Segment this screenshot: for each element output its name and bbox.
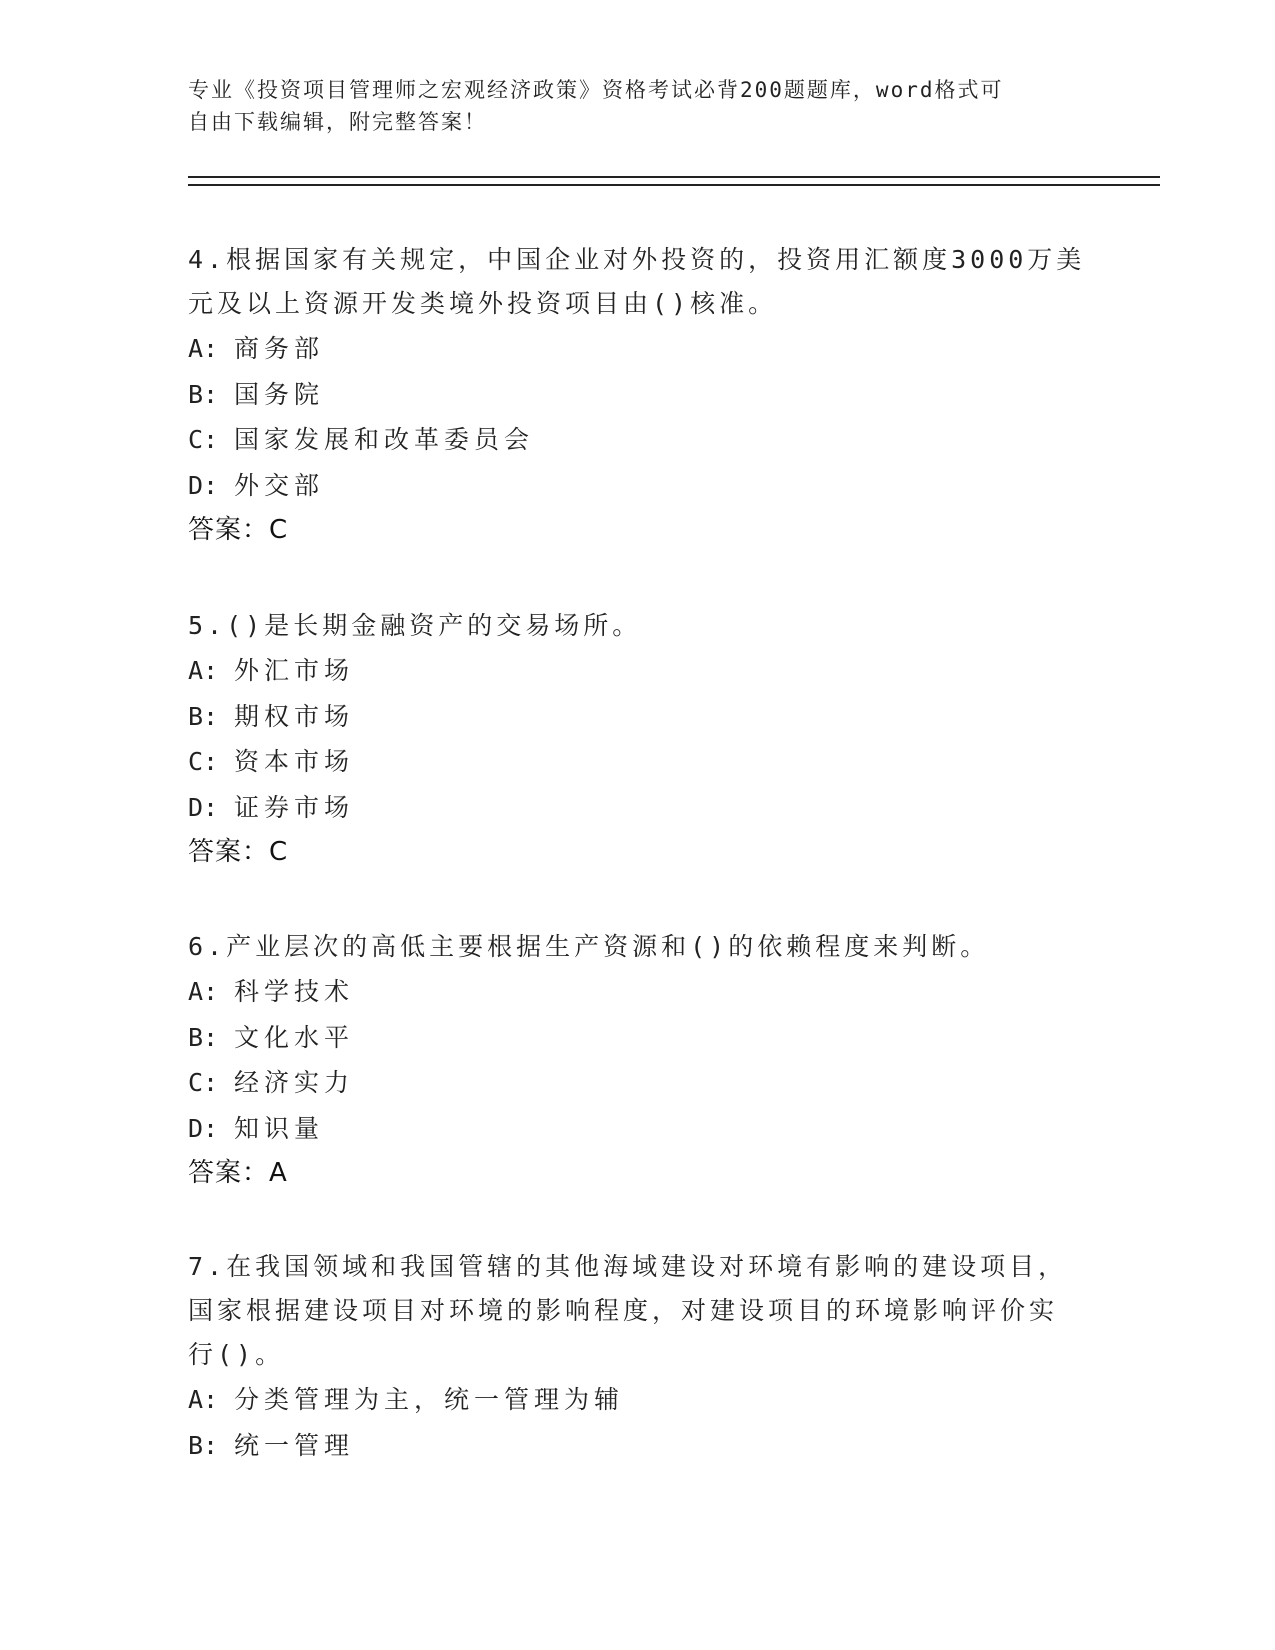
answer-line: 答案：C (188, 837, 289, 867)
stem-line: 行()。 (188, 1340, 285, 1369)
question-7 (188, 1245, 1088, 1468)
option-text: 统一管理 (234, 1430, 355, 1460)
option-letter: A: (188, 334, 219, 363)
option-c (188, 417, 1088, 463)
question-stem (188, 1245, 1088, 1377)
option-letter: C: (188, 425, 219, 454)
option-d (188, 785, 1088, 831)
question-stem (188, 604, 1088, 648)
option-text: 知识量 (234, 1113, 325, 1143)
option-letter: B: (188, 379, 219, 409)
header-double-rule (188, 176, 1160, 186)
option-letter: B: (188, 1430, 219, 1460)
option-letter: A: (188, 1385, 219, 1414)
option-letter: D: (188, 470, 219, 500)
option-text: 证券市场 (234, 792, 355, 822)
question-4 (188, 238, 1088, 553)
option-b (188, 372, 1088, 418)
option-a (188, 326, 1088, 372)
document-header (188, 74, 1088, 138)
option-text: 资本市场 (234, 747, 355, 776)
option-text: 期权市场 (234, 701, 355, 731)
stem-line: 国家根据建设项目对环境的影响程度，对建设项目的环境影响评价实 (188, 1296, 1059, 1325)
option-b (188, 1423, 1088, 1469)
option-b (188, 1015, 1088, 1061)
stem-line: 5.()是长期金融资产的交易场所。 (188, 611, 642, 640)
option-letter: B: (188, 701, 219, 731)
option-text: 国家发展和改革委员会 (234, 425, 535, 454)
option-letter: A: (188, 977, 219, 1006)
option-text: 经济实力 (234, 1068, 355, 1097)
option-letter: D: (188, 792, 219, 822)
option-a (188, 1377, 1088, 1423)
option-letter: C: (188, 1068, 219, 1097)
option-b (188, 694, 1088, 740)
question-stem (188, 238, 1088, 326)
option-text: 外汇市场 (234, 656, 355, 685)
header-line-2: 自由下载编辑，附完整答案！ (188, 110, 487, 134)
stem-line: 7.在我国领域和我国管辖的其他海域建设对环境有影响的建设项目， (188, 1252, 1068, 1281)
option-text: 商务部 (234, 334, 325, 363)
header-line-1: 专业《投资项目管理师之宏观经济政策》资格考试必背200题题库，word格式可 (188, 78, 1004, 102)
option-d (188, 1106, 1088, 1152)
stem-line: 元及以上资源开发类境外投资项目由()核准。 (188, 289, 778, 318)
option-text: 科学技术 (234, 977, 355, 1006)
option-letter: B: (188, 1022, 219, 1052)
answer-line: 答案：C (188, 515, 289, 545)
option-c (188, 1060, 1088, 1106)
option-text: 外交部 (234, 470, 325, 500)
option-text: 国务院 (234, 379, 325, 409)
option-c (188, 739, 1088, 785)
question-stem (188, 925, 1088, 969)
option-d (188, 463, 1088, 509)
answer-line: 答案：A (188, 1158, 288, 1188)
option-text: 分类管理为主，统一管理为辅 (234, 1385, 625, 1414)
option-letter: A: (188, 656, 219, 685)
stem-line: 4.根据国家有关规定，中国企业对外投资的，投资用汇额度3000万美 (188, 245, 1086, 274)
option-a (188, 969, 1088, 1015)
option-text: 文化水平 (234, 1022, 355, 1052)
question-6 (188, 925, 1088, 1196)
stem-line: 6.产业层次的高低主要根据生产资源和()的依赖程度来判断。 (188, 932, 990, 961)
option-letter: C: (188, 747, 219, 776)
option-a (188, 648, 1088, 694)
option-letter: D: (188, 1113, 219, 1143)
question-5 (188, 604, 1088, 875)
